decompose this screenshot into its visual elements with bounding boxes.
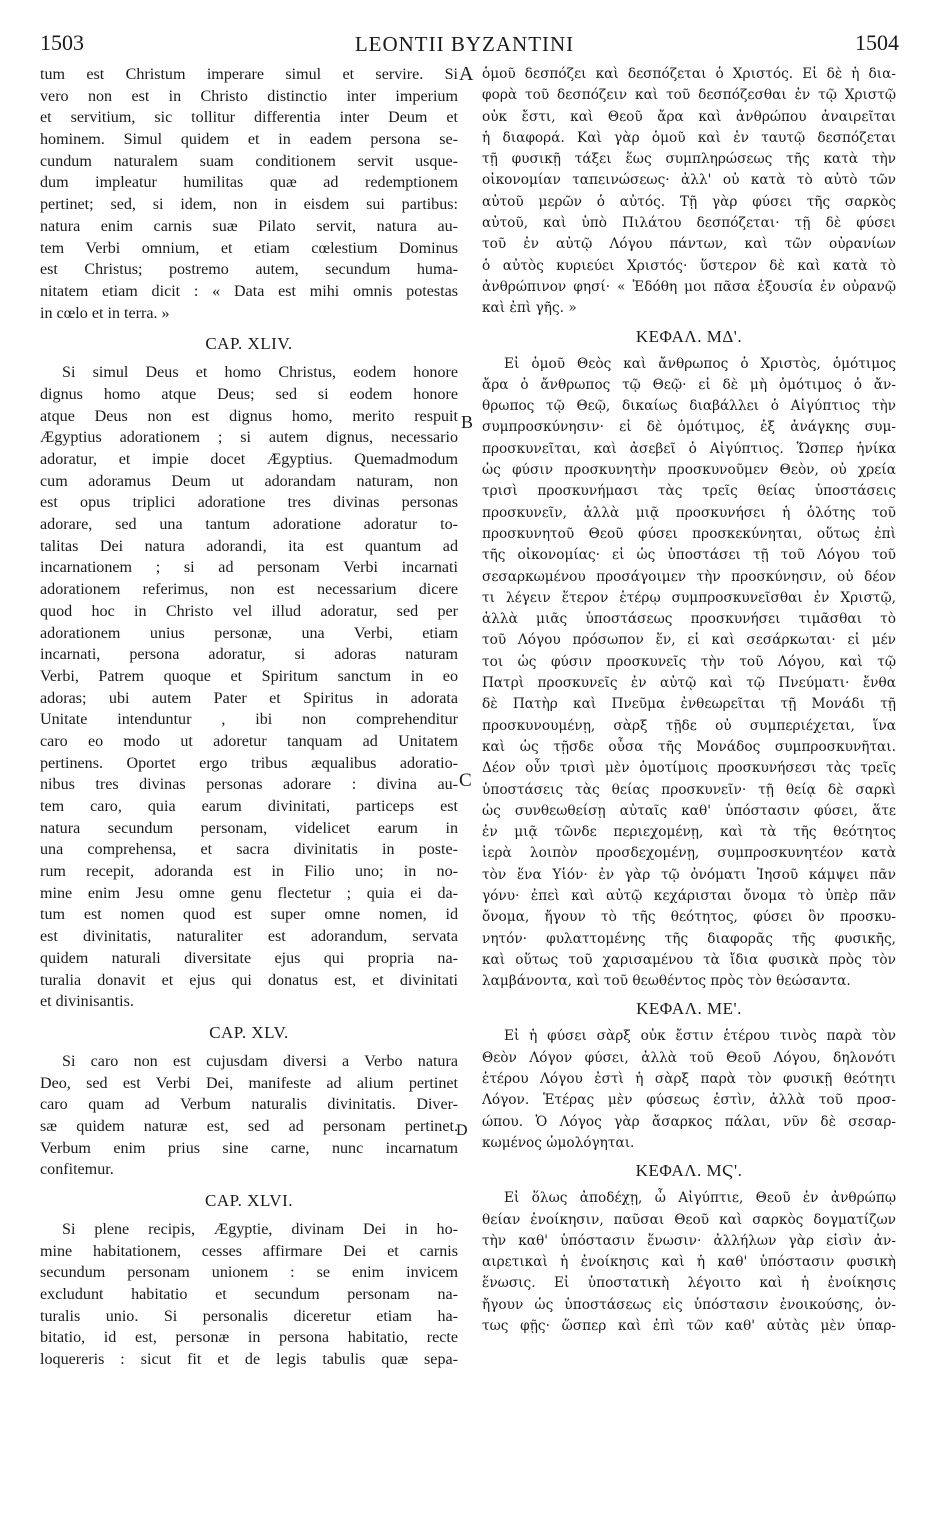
text-line: cum adoramus Deum ut adorandam naturam, non (40, 472, 458, 490)
text-line: natura enim carnis suæ Pilato servit, natura au- (40, 217, 458, 235)
text-line: natura secundum personam, videlicet earum in (40, 819, 458, 837)
text-line: Εἰ ὁμοῦ Θεὸς καὶ ἄνθρωπος ὁ Χριστὸς, ὁμότιμος (504, 355, 896, 372)
greek-ch44-text (482, 354, 896, 993)
text-line: τοι ὡς φύσιν προσκυνεῖς τὴν τοῦ Λόγου, καὶ τῷ (482, 653, 896, 670)
text-line: vero non est in Christo distinctio inter imperium (40, 87, 458, 105)
text-line: secundum personam unionem : se enim invicem (40, 1264, 458, 1282)
greek-column (482, 64, 896, 1337)
margin-marker-b: B (461, 412, 474, 432)
page-header (0, 30, 929, 64)
text-line: tum est Christum imperare simul et servire. Si (40, 66, 458, 83)
text-line: τὸν ἕνα Υἱόν· ἐν γὰρ τῷ ὀνόματι Ἰησοῦ κάμψει πᾶν (482, 866, 896, 883)
text-line: confitemur. (40, 1161, 114, 1179)
latin-heading-cap45: CAP. XLV. (209, 1022, 289, 1042)
text-line: loquereris : sicut fit et de legis tabulis quæ sepa- (40, 1351, 458, 1369)
text-line: Verbi, Patrem quoque et Spiritum sanctum in eo (40, 667, 458, 685)
text-line: ώπου. Ὁ Λόγος γὰρ ἄσαρκος πάλαι, νῦν δὲ σεσαρ- (482, 1113, 896, 1130)
margin-marker-c: C (459, 770, 472, 791)
text-line: Εἰ ὅλως ἀποδέχῃ, ὦ Αἰγύπτιε, Θεοῦ ἐν ἀνθρώπῳ (504, 1190, 896, 1207)
text-line: ἱερὰ λοιπὸν προσδεχομένῃ, συμπροσκυνητέον κατὰ (482, 845, 896, 862)
text-line: et servitium, sic tollitur differentia inter Deum et (40, 109, 458, 127)
text-line: atque Deus non est dignus homo, merito respuit (40, 407, 458, 425)
text-line: est divinitatis, naturaliter est adorandum, servata (40, 928, 458, 946)
text-line: αιρετικαὶ ἡ ἐνοίκησις καὶ ἡ καθ' ὑπόστασιν φυσικὴ (482, 1254, 896, 1271)
margin-marker-a: A (459, 63, 474, 85)
text-line: τὴν καθ' ὑπόστασιν ἕνωσιν· ἀλλήλων γὰρ εἰσὶν ἀν- (482, 1232, 896, 1249)
page-number-left: 1503 (40, 30, 84, 55)
text-line: προσκυνεῖται, καὶ ἀσεβεῖ ὁ Αἰγύπτιος. Ὥσπερ ἡνίκα (482, 440, 896, 457)
text-line: Θεὸν Λόγον φύσει, ἀλλὰ τοῦ Θεοῦ Λόγου, δηλονότι (482, 1049, 896, 1066)
text-line: αὐτοῦ μερῶν ὁ αὐτός. Τῇ γὰρ φύσει τῆς σαρκὸς (482, 193, 896, 210)
text-line: ἤγουν ὡς ὑποστάσεως εἰς ὑπόστασιν ἐνοικούσης, ὀν- (482, 1296, 896, 1313)
text-line: ὑποστάσεις τὰς θείας προσκυνεῖν· τῇ θείᾳ δὲ σαρκὶ (482, 781, 896, 798)
text-line: tem Verbi omnium, et etiam cœlestium Dominus (40, 239, 458, 257)
text-line: ἡ διαφορά. Καὶ γὰρ ὁμοῦ καὶ ἐν ταυτῷ δεσπόζεται (482, 129, 896, 146)
text-line: hominem. Simul quidem et in eadem persona se- (40, 131, 458, 149)
text-line: ὁ αὐτὸς κυριεύει Χριστός· ὕστερον δὲ καὶ κατὰ τὸ (482, 257, 896, 274)
text-line: προσκυνεῖν, ἀλλὰ μιᾷ προσκυνήσει ἡ ὁλότης τοῦ (482, 504, 896, 521)
text-line: caro quam ad Verbum naturalis divinitatis. Diver- (40, 1096, 458, 1114)
text-line: est Christus; postremo autem, secundum huma- (40, 261, 458, 279)
text-line: talitas Dei natura adorandi, ita est quantum ad (40, 537, 458, 555)
text-line: ἕνωσις. Εἰ ὑποστατικὴ λέγοιτο καὶ ἡ ἐνοίκησις (482, 1275, 896, 1292)
text-line: κωμένος ὡμολόγηται. (482, 1134, 635, 1151)
text-line: adoras; ubi autem Pater et Spiritus in adorata (40, 689, 458, 707)
text-line: τῆς οἰκονομίας· εἰ ὡς ὑποστάσει τῇ τοῦ Λόγου τοῦ (482, 547, 896, 564)
text-line: mine enim Jesu omne genu flectetur ; quia ei da- (40, 884, 458, 902)
text-line: καὶ ὡς τῇσδε οὖσα τῆς Μονάδος συμπροσκυνῆται. (482, 738, 896, 755)
text-line: Ægyptius adorationem ; si autem dignus, necessario (40, 429, 458, 447)
text-line: Si caro non est cujusdam diversi a Verbo natura (62, 1052, 458, 1070)
text-line: τως φῇς· ὥσπερ καὶ ἐπὶ τῶν καθ' αὐτὰς μὲν ὑπαρ- (482, 1318, 896, 1335)
text-line: adorationem unius personæ, una Verbi, etiam (40, 624, 458, 642)
text-line: ἀνθρώπινον φησί· « Ἐδόθη μοι πᾶσα ἐξουσία ἐν οὐρανῷ (482, 278, 896, 295)
latin-cap45-text (40, 1051, 458, 1181)
text-line: pertinens. Oportet ergo tribus æqualibus adoratio- (40, 754, 458, 772)
text-line: in cœlo et in terra. » (40, 304, 170, 322)
text-line: προσκυνητοῦ Θεοῦ φύσει προσκεκύνηται, οὕτως ἐπὶ (482, 525, 896, 542)
latin-heading-cap46: CAP. XLVI. (205, 1191, 293, 1210)
text-line: ἐν μιᾷ τῶνδε περιεχομένῃ, καὶ τὰ τῆς θεότητος (482, 824, 896, 841)
text-line: tum est nomen quod est super omne nomen, id (40, 906, 458, 924)
text-line: incarnati, persona adoratur, si adoras naturam (40, 646, 458, 664)
text-line: ὁμοῦ δεσπόζει καὶ δεσπόζεται ὁ Χριστός. Εἰ δὲ ἡ δια- (482, 66, 896, 82)
text-line: rum recepit, adoranda est in Filio uno; in no- (40, 863, 458, 881)
text-line: Si plene recipis, Ægyptie, divinam Dei in ho- (62, 1221, 458, 1238)
text-line: οὐκ ἔστι, καὶ Θεοῦ ἄρα καὶ ἀνθρώπου ἀναιρεῖται (482, 108, 896, 125)
text-line: τοῦ Λόγου πρόσωπον ἕν, εἰ καὶ σεσάρκωται· εἰ μέν (482, 632, 896, 649)
margin-marker-d: D (456, 1122, 468, 1139)
text-line: συμπροσκύνησιν· εἰ δὲ ὁμότιμος, ἐξ ἀνάγκης συμ- (482, 419, 896, 436)
text-line: νητόν· φυλαττομένης τῆς διαφορᾶς τῆς φυσικῆς, (482, 930, 896, 947)
text-line: τῇ φυσικῇ τάξει ἕως συμπληρώσεως τῆς κατὰ τὴν (482, 151, 896, 168)
text-line: ὡς συνθεωθείσῃ αὐταῖς καθ' ὑπόστασιν φύσει, ἅτε (482, 802, 896, 819)
text-line: turalia donavit et ejus qui donatus est, et divinitati (40, 971, 458, 989)
text-line: αὐτοῦ, καὶ ὑπὸ Πιλάτου δεσπόζεται· τῇ δὲ φύσει (482, 215, 896, 232)
text-line: γόνυ· ἐπεὶ καὶ αὐτῷ κεχάρισται ὄνομα τὸ ὑπὲρ πᾶν (482, 887, 896, 904)
text-line: ὡς φύσιν προσκυνητὴν προσκυνοῦμεν Θεὸν, οὐ χρεία (482, 462, 896, 479)
greek-ch46-text (482, 1188, 896, 1337)
running-title: LEONTII BYZANTINI (354, 32, 575, 56)
text-line: quidem naturali diversitate ejus qui propria na- (40, 949, 458, 967)
greek-intro (482, 64, 896, 320)
greek-heading-ch45: ΚΕΦΑΛ. ΜΕ'. (636, 999, 742, 1019)
text-line: προσκυνουμένῃ, σὰρξ τῇδε οὐ συμπεριέχεται, ἵνα (482, 717, 896, 734)
page-number-right: 1504 (855, 30, 899, 55)
latin-heading-cap44: CAP. XLIV. (205, 334, 293, 354)
latin-intro (40, 64, 458, 324)
text-line: sæ quidem naturæ est, sed ad personam pertinet. (40, 1117, 458, 1135)
text-line: τρισὶ προσκυνήμασι τὰς τρεῖς θείας ὑποστάσεις (482, 483, 896, 500)
latin-column (40, 64, 458, 1371)
text-line: turalis unio. Si personalis diceretur etiam ha- (40, 1307, 458, 1325)
text-line: et divinisantis. (40, 993, 134, 1011)
text-line: ἄρα ὁ ἄνθρωπος τῷ Θεῷ· εἰ δὲ μὴ ὁμότιμος ὁ ἄν- (482, 376, 896, 393)
text-line: adorationem referimus, non est necessarium dicere (40, 581, 458, 599)
text-line: adorare, sed una tantum adoratione adoratur to- (40, 516, 458, 534)
text-line: nitatem etiam dicit : « Data est mihi omnis potestas (40, 282, 458, 300)
text-line: tem caro, quia earum divinitati, particeps est (40, 798, 458, 815)
text-line: τι λέγειν ἕτερον ἑτέρῳ συμπροσκυνεῖσθαι ἐν Χριστῷ, (482, 589, 896, 606)
text-line: Πατρὶ προσκυνεῖς ἐν αὐτῷ καὶ τῷ Πνεύματι· ἔνθα (482, 675, 896, 692)
text-line: adoratur, et impie docet Ægyptius. Quemadmodum (40, 451, 458, 468)
text-line: caro eo modo ut adoretur tanquam ad Unitatem (40, 732, 458, 750)
text-line: dignus homo atque Deus; sed si eodem honore (40, 385, 458, 403)
text-line: incarnationem ; si ad personam Verbi incarnati (40, 559, 458, 577)
text-line: excludunt habitatio et secundum personam na- (40, 1286, 458, 1304)
latin-cap44-text (40, 362, 458, 1013)
greek-ch45-text (482, 1026, 896, 1154)
text-line: θείαν ἐνοίκησιν, παῦσαι Θεοῦ καὶ σαρκὸς δογματίζων (482, 1211, 896, 1228)
text-line: ὄνομα, ἤγουν τὸ τῆς θεότητος, φύσει ὂν προσκυ- (482, 909, 896, 926)
text-line: pertinet; sed, si idem, non in eisdem sui partibus: (40, 196, 458, 214)
text-line: φορὰ τοῦ δεσπόζειν καὶ τοῦ δεσπόζεσθαι ἐν τῷ Χριστῷ (482, 87, 896, 104)
text-line: οἰκονομίαν ταπεινώσεως· ἀλλ' οὐ κατὰ τὸ αὐτὸ τῶν (482, 172, 896, 189)
text-line: Si simul Deus et homo Christus, eodem honore (62, 364, 458, 382)
text-line: Λόγον. Ἑτέρας μὲν φύσεως ἐστὶν, ἀλλὰ τοῦ προσ- (482, 1092, 896, 1109)
greek-heading-ch44: ΚΕΦΑΛ. ΜΔ'. (635, 326, 743, 346)
text-line: Εἰ ἡ φύσει σὰρξ οὐκ ἔστιν ἑτέρου τινὸς παρὰ τὸν (504, 1028, 896, 1045)
text-line: καὶ ἐπὶ γῆς. » (482, 300, 577, 317)
latin-cap46-text (40, 1219, 458, 1371)
text-line: καὶ οὕτως τοῦ χαρισαμένου τὰ ἴδια φυσικὰ πρὸς τὸν (482, 951, 896, 968)
greek-heading-ch46: ΚΕΦΑΛ. ΜϚ'. (635, 1161, 743, 1181)
text-line: una comprehensa, et sacra divinitatis in poste- (40, 841, 458, 859)
text-line: τοῦ ἐν αὐτῷ Λόγου πάντων, καὶ τῶν οὐρανίων (482, 236, 896, 253)
text-line: cundum naturalem suam conditionem servit usque- (40, 152, 458, 170)
text-line: mine habitationem, cesses affirmare Dei et carnis (40, 1242, 458, 1260)
text-line: bitatio, id est, personæ in persona habitatio, recte (40, 1329, 458, 1347)
text-line: θρωπος τῷ Θεῷ, δικαίως διαβάλλει ὁ Αἰγύπτιος τὴν (482, 398, 896, 415)
text-line: nibus tres divinas personas adorare : divina au- (40, 776, 458, 794)
text-line: σεσαρκωμένου προσάγοιμεν τὴν προσκύνησιν, οὐ δέον (482, 568, 896, 585)
text-line: quod hoc in Christo vel illud adoratur, sed per (40, 602, 458, 620)
text-line: Δέον οὖν τρισὶ μὲν ὁμοτίμοις προσκυνήσεσι τὰς τρεῖς (482, 760, 896, 777)
text-line: Unitate intenduntur , ibi non comprehenditur (40, 711, 458, 729)
text-line: δὲ Πατὴρ καὶ Πνεῦμα ἐνθεωρεῖται τῇ Μονάδι τῇ (482, 696, 896, 713)
text-line: est opus triplici adoratione tres divinas personas (40, 494, 458, 512)
text-line: Deo, sed est Verbi Dei, manifeste ad alium pertinet (40, 1074, 458, 1092)
text-line: Verbum enim prius sine carne, nunc incarnatum (40, 1139, 458, 1157)
text-line: ἀλλὰ μιᾶς ὑποστάσεως προσκυνήσει τιμᾶσθαι τὸ (482, 611, 896, 628)
text-line: λαμβάνοντα, καὶ τοῦ θεωθέντος πρὸς τὸν θεώσαντα. (482, 973, 851, 990)
text-line: ἑτέρου Λόγου ἐστὶ ἡ σὰρξ παρὰ τὸν φυσικῇ θεότητι (482, 1071, 896, 1088)
text-line: dum impleatur humilitas quæ ad redemptionem (40, 174, 458, 192)
